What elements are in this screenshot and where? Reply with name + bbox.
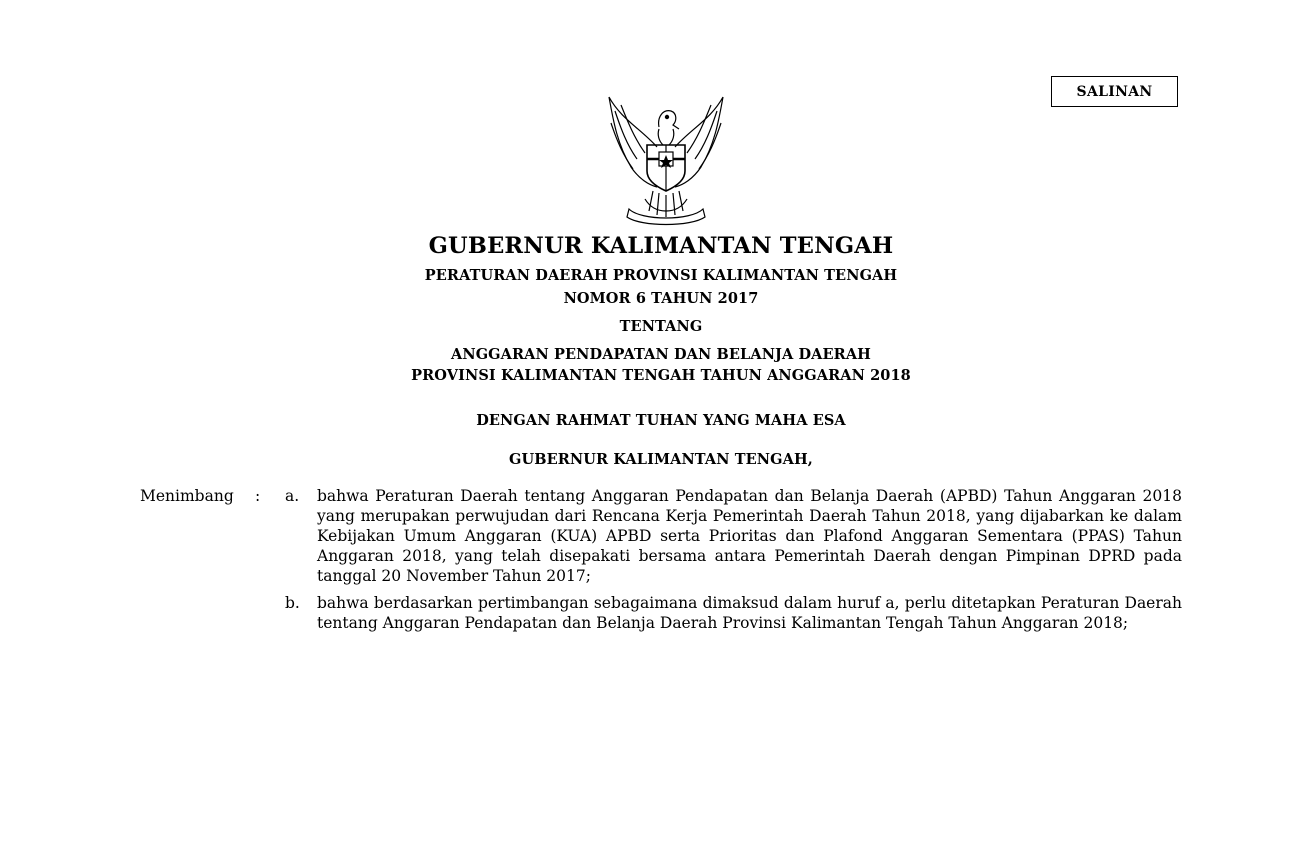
subject-line-2: PROVINSI KALIMANTAN TENGAH TAHUN ANGGARAN 2018 <box>411 367 911 384</box>
blessing-line: DENGAN RAHMAT TUHAN YANG MAHA ESA <box>476 412 846 429</box>
regulation-title: PERATURAN DAERAH PROVINSI KALIMANTAN TENGAH <box>424 267 898 284</box>
considering-label: Menimbang <box>140 487 234 505</box>
considering-item <box>140 486 1182 586</box>
considering-item <box>140 593 1182 633</box>
governor-heading: GUBERNUR KALIMANTAN TENGAH, <box>509 451 813 468</box>
item-text: bahwa Peraturan Daerah tentang Anggaran Pendapatan dan Belanja Daerah (APBD) Tahun Anggaran 2018 yang merupakan perwujudan dari Rencana Kerja Pemerintah Daerah Tahun 2018, yang dijabarkan ke dalam Kebijakan Umum Anggaran (KUA) APBD serta Prioritas dan Plafond Anggaran Sementara (PPAS) Tahun Anggaran 2018, yang telah disepakati bersama antara Pemerintah Daerah dengan Pimpinan DPRD pada tanggal 20 November Tahun 2017; <box>317 487 1182 585</box>
about-heading: TENTANG <box>619 318 703 335</box>
considering-colon: : <box>255 487 261 505</box>
considering-section <box>140 486 1182 633</box>
item-text: bahwa berdasarkan pertimbangan sebagaimana dimaksud dalam huruf a, perlu ditetapkan Peraturan Daerah tentang Anggaran Pendapatan dan Belanja Daerah Provinsi Kalimantan Tengah Tahun Anggaran 2018; <box>317 594 1182 632</box>
salinan-stamp: SALINAN <box>1051 76 1178 107</box>
item-letter: b. <box>285 594 300 612</box>
regulation-number: NOMOR 6 TAHUN 2017 <box>563 290 759 307</box>
item-letter: a. <box>285 487 300 505</box>
subject-line-1: ANGGARAN PENDAPATAN DAN BELANJA DAERAH <box>451 346 871 363</box>
governor-title: GUBERNUR KALIMANTAN TENGAH <box>428 233 894 259</box>
garuda-pancasila-icon <box>601 89 731 229</box>
